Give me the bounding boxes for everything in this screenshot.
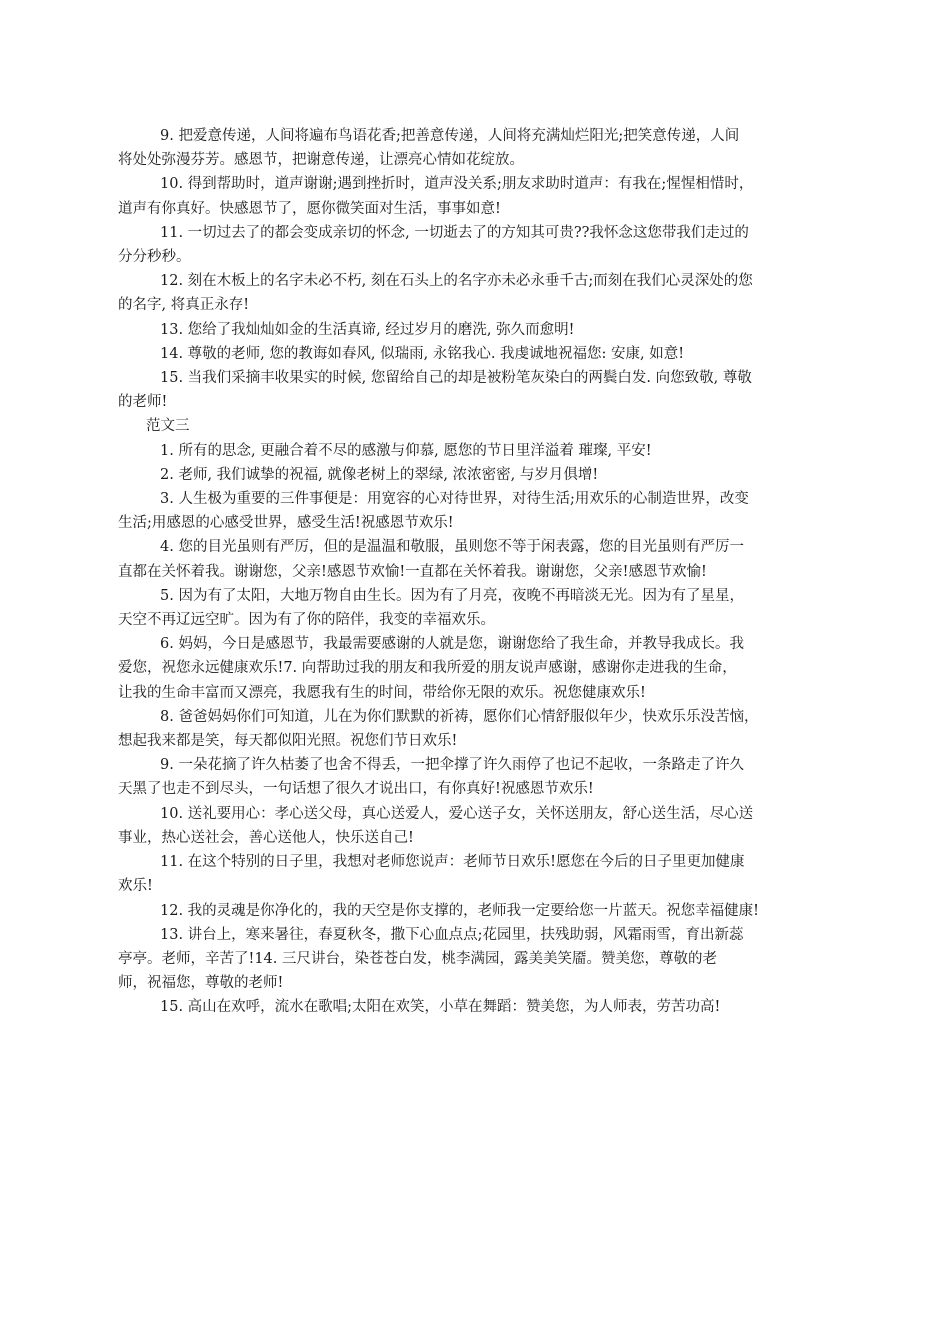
list-item xyxy=(118,342,830,366)
list-item xyxy=(118,995,830,1019)
paragraph-line: 6. 妈妈，今日是感恩节，我最需要感谢的人就是您，谢谢您给了我生命，并教导我成长。我 xyxy=(160,636,744,653)
list-item xyxy=(118,705,830,753)
paragraph-line: 15. 高山在欢呼，流水在歌唱;太阳在欢笑，小草在舞蹈：赞美您，为人师表，劳苦功高! xyxy=(160,999,721,1016)
paragraph-line: 让我的生命丰富而又漂亮，我愿我有生的时间，带给你无限的欢乐。祝您健康欢乐! xyxy=(118,684,646,701)
paragraph-line: 11. 在这个特别的日子里，我想对老师您说声：老师节日欢乐!愿您在今后的日子里更加健康 xyxy=(160,854,745,871)
paragraph-line: 11. 一切过去了的都会变成亲切的怀念, 一切逝去了的方知其可贵??我怀念这您带我们走过的 xyxy=(160,224,749,241)
paragraph-line: 的老师! xyxy=(118,394,168,411)
paragraph-line: 亭亭。老师，辛苦了!14. 三尺讲台，染苍苍白发，桃李满园，露美美笑靥。赞美您，尊敬的老 xyxy=(118,950,717,967)
paragraph-line: 5. 因为有了太阳，大地万物自由生长。因为有了月亮，夜晚不再暗淡无光。因为有了星星， xyxy=(160,587,744,604)
paragraph-line: 直都在关怀着我。谢谢您，父亲!感恩节欢愉!一直都在关怀着我。谢谢您，父亲!感恩节欢愉! xyxy=(118,563,707,580)
list-item xyxy=(118,535,830,583)
paragraph-line: 的名字, 将真正永存! xyxy=(118,297,250,314)
paragraph-line: 1. 所有的思念, 更融合着不尽的感激与仰慕, 愿您的节日里洋溢着 璀璨, 平安! xyxy=(160,442,652,459)
paragraph-line: 13. 您给了我灿灿如金的生活真谛, 经过岁月的磨洗, 弥久而愈明! xyxy=(160,321,575,338)
paragraph-line: 3. 人生极为重要的三件事便是：用宽容的心对待世界，对待生活;用欢乐的心制造世界，改变 xyxy=(160,491,749,508)
document-body xyxy=(118,124,830,1020)
list-item xyxy=(118,899,830,923)
list-item xyxy=(118,124,830,172)
list-item xyxy=(118,850,830,898)
paragraph-line: 10. 送礼要用心：孝心送父母，真心送爱人，爱心送子女，关怀送朋友，舒心送生活，尽心送 xyxy=(160,805,754,822)
paragraph-line: 9. 把爱意传递，人间将遍布鸟语花香;把善意传递，人间将充满灿烂阳光;把笑意传递，人间 xyxy=(160,128,740,144)
paragraph-line: 9. 一朵花摘了许久枯萎了也舍不得丢，一把伞撑了许久雨停了也记不起收，一条路走了许久 xyxy=(160,757,744,774)
list-item xyxy=(118,269,830,317)
paragraph-line: 欢乐! xyxy=(118,878,153,895)
section-heading: 范文三 xyxy=(146,418,190,435)
paragraph-line: 道声有你真好。快感恩节了，愿你微笑面对生活，事事如意! xyxy=(118,200,501,217)
list-item xyxy=(118,366,830,414)
paragraph-line: 天空不再辽远空旷。因为有了你的陪伴，我变的幸福欢乐。 xyxy=(118,612,495,629)
paragraph-line: 想起我来都是笑，每天都似阳光照。祝您们节日欢乐! xyxy=(118,733,458,750)
paragraph-line: 12. 我的灵魂是你净化的，我的天空是你支撑的，老师我一定要给您一片蓝天。祝您幸福健康! xyxy=(160,902,759,919)
list-item xyxy=(118,318,830,342)
paragraph-line: 2. 老师, 我们诚挚的祝福, 就像老树上的翠绿, 浓浓密密, 与岁月俱增! xyxy=(160,466,599,483)
paragraph-line: 8. 爸爸妈妈你们可知道，儿在为你们默默的祈祷，愿你们心情舒服似年少，快欢乐乐没苦恼， xyxy=(160,708,759,725)
paragraph-line: 天黑了也走不到尽头，一句话想了很久才说出口，有你真好!祝感恩节欢乐! xyxy=(118,781,594,798)
paragraph-line: 10. 得到帮助时，道声谢谢;遇到挫折时，道声没关系;朋友求助时道声：有我在;惺惺相惜时， xyxy=(160,176,754,193)
list-item xyxy=(118,923,830,996)
paragraph-line: 15. 当我们采摘丰收果实的时候, 您留给自己的却是被粉笔灰染白的两鬓白发. 向您致敬, 尊敬 xyxy=(160,370,752,387)
list-item xyxy=(118,172,830,220)
paragraph-line: 分分秒秒。 xyxy=(118,249,191,266)
paragraph-line: 爱您，祝您永远健康欢乐!7. 向帮助过我的朋友和我所爱的朋友说声感谢，感谢你走进我的生命， xyxy=(118,660,737,677)
paragraph-line: 事业，热心送社会，善心送他人，快乐送自己! xyxy=(118,829,414,846)
list-item xyxy=(118,802,830,850)
paragraph-line: 师，祝福您，尊敬的老师! xyxy=(118,975,284,992)
list-item xyxy=(118,221,830,269)
list-item xyxy=(118,584,830,632)
list-item xyxy=(118,753,830,801)
list-item xyxy=(118,439,830,463)
paragraph-line: 13. 讲台上，寒来暑往，春夏秋冬，撒下心血点点;花园里，扶残助弱，风霜雨雪，育出新蕊 xyxy=(160,926,744,943)
list-item xyxy=(118,463,830,487)
paragraph-line: 12. 刻在木板上的名字未必不朽, 刻在石头上的名字亦未必永垂千古;而刻在我们心灵深处的您 xyxy=(160,273,753,290)
paragraph-line: 生活;用感恩的心感受世界，感受生活!祝感恩节欢乐! xyxy=(118,515,454,532)
paragraph-line: 14. 尊敬的老师, 您的教诲如春风, 似瑞雨, 永铭我心. 我虔诚地祝福您: 安康, 如意! xyxy=(160,345,685,362)
list-item xyxy=(118,487,830,535)
list-item xyxy=(118,632,830,705)
paragraph-line: 4. 您的目光虽则有严厉，但的是温温和敬服，虽则您不等于闲表露，您的目光虽则有严厉一 xyxy=(160,539,744,556)
paragraph-line: 将处处弥漫芬芳。感恩节，把谢意传递，让漂亮心情如花绽放。 xyxy=(118,152,524,169)
